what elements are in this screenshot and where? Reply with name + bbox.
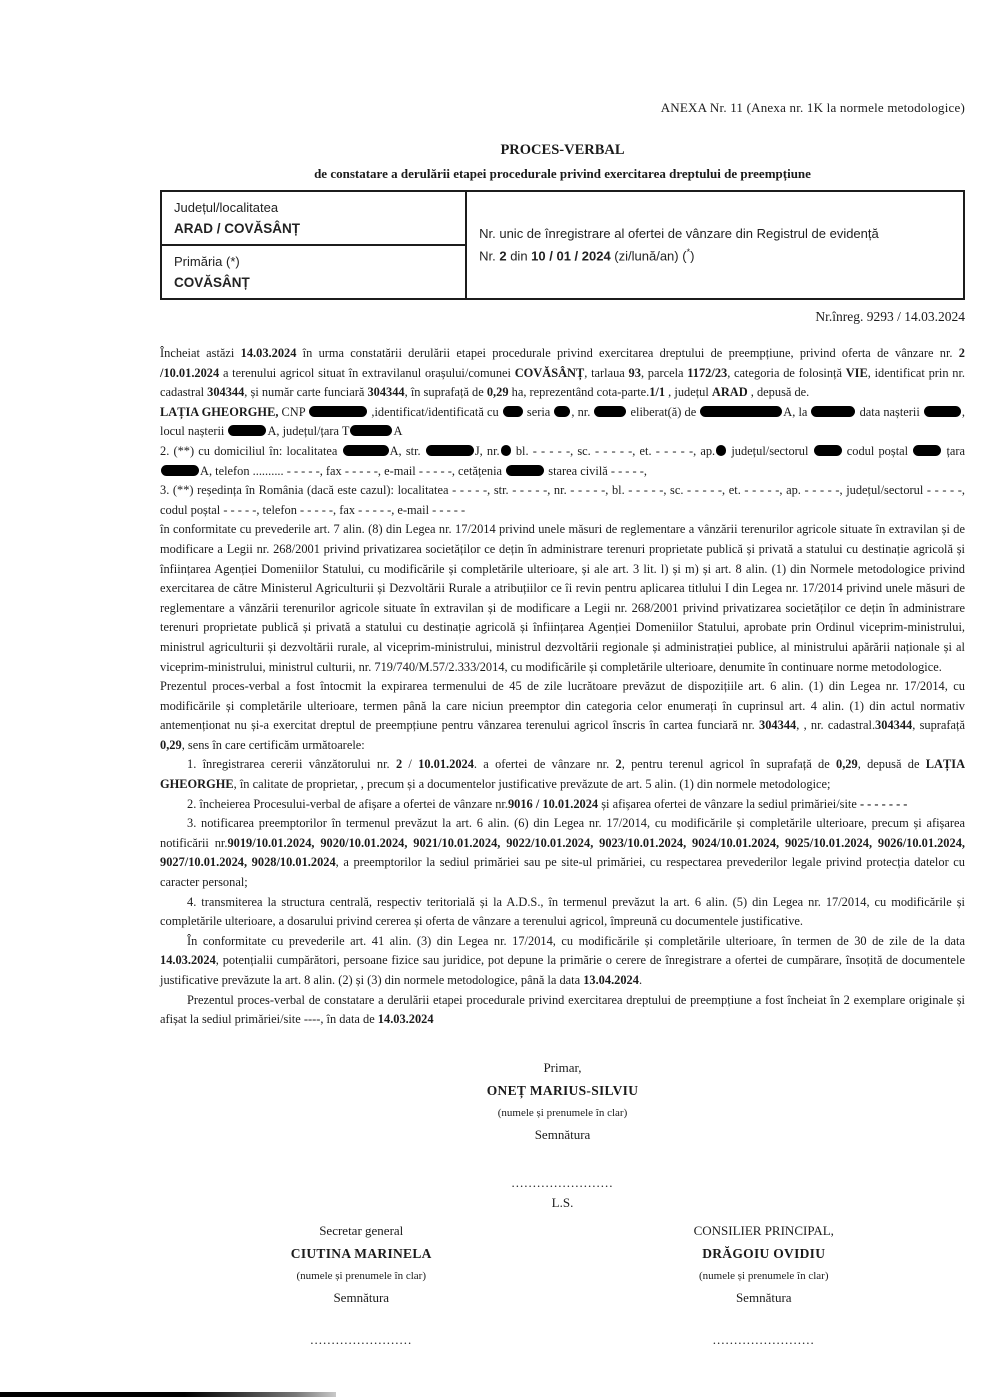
redaction-box [161, 465, 199, 476]
consilier-dots-line: ........................ [712, 1331, 815, 1347]
paragraph-item-3: 3. notificarea preemptorilor în termenul prevăzut la art. 6 alin. (6) din Legea nr. 17/2014, cu modificările și completările ulterioare, precum și afișarea notificării nr.9019/10.01.2024, 9020/10.01.2024, 9021/10.01.2024, 9022/10.01.2024, 9023/10.01.2024, 9024/10.01.2024, 9025/10.01.2024, 9026/10.01.2024, 9027/10.01.2024, 9028/10.01.2024, a preemptorilor la sediul primăriei sau pe site-ul primăriei, cu respectarea prevederilor legale privind protecția datelor cu caracter personal; [160, 816, 965, 890]
redaction-box [309, 406, 367, 417]
paragraph-prezentul-intocmit: Prezentul proces-verbal a fost întocmit la expirarea termenului de 45 de zile lucrătoare prevăzut de dispozițiile art. 6 alin. (1) din Legea nr. 17/2014, cu modificările și completările ulterioare, termen până la care niciun preemptor din categoria celor enumerați în cuprinsul art. 4 alin. (1) din actul normativ antemenționat nu și-a exercitat dreptul de preempțiune pentru vânzarea terenului agricol înscris în cartea funciară nr. 304344, , nr. cadastral.304344, suprafață 0,29, sens în care certificăm următoarele: [160, 679, 965, 752]
signature-primar [160, 1060, 965, 1211]
anexa-note: ANEXA Nr. 11 (Anexa nr. 1K la normele metodologice) [660, 100, 965, 115]
primaria-value: COVĂSÂNȚ [174, 275, 250, 290]
redaction-box [700, 406, 782, 417]
redaction-box [594, 406, 626, 417]
page-title: PROCES-VERBAL [500, 142, 625, 158]
paragraph-incheiat: Încheiat astăzi 14.03.2024 în urma constatării derulării etapei procedurale privind exercitarea dreptului de preempțiune, privind oferta de vânzare nr. 2 /10.01.2024 a terenului agricol situat în extravilanul orașului/comunei COVĂSÂNȚ, tarlaua 93, parcela 1172/23, categoria de folosință VIE, identificat prin nr. cadastral 304344, și număr carte funciară 304344, în suprafață de 0,29 ha, reprezentând cota-parte.1/1 , județul ARAD , depusă de. [160, 346, 965, 400]
signature-consilier [563, 1223, 966, 1348]
secretar-role: Secretar general [319, 1222, 404, 1238]
paragraph-conformitate-art7: în conformitate cu prevederile art. 7 alin. (8) din Legea nr. 17/2014 privind unele măsuri de reglementare a vânzării terenurilor agricole situate în extravilan și de modificare a Legii nr. 268/2001 privind privatizarea societăților ce dețin în administrare terenuri proprietate publică și privată a statului cu destinație agricolă și înființarea Agenției Domeniilor Statului, cu modificările și completările ulterioare, și ale art. 3 lit. l) și m) și art. 8 alin. (1) din Normele metodologice privind exercitarea de către Ministerul Agriculturii și Dezvoltării Rurale a atribuțiilor ce îi revin pentru aplicarea titlului I din Legea nr. 17/2014 privind unele măsuri de reglementare a vânzării terenurilor agricole situate în extravilan și de modificare a Legii nr. 268/2001 privind privatizarea societăților ce dețin în administrare terenuri proprietate publică și privată a statului cu destinație agricolă și înființarea Agenției Domeniilor Statului, aprobate prin Ordinul viceprim-ministrului, ministrul agriculturii și dezvoltării rurale, al viceprim-ministrului, ministrul dezvoltării regionale și administrației publice, al ministrului apărării naționale și al viceprim-ministrului, ministrul culturii, nr. 719/740/M.57/2.333/2014, cu modificările și completările ulterioare, denumite în continuare norme metodologice. [160, 522, 965, 674]
primar-signature-label: Semnătura [534, 1126, 591, 1142]
cell-county [161, 191, 466, 245]
paragraph-incheiere: Prezentul proces-verbal de constatare a derulării etapei procedurale privind exercitarea dreptului de preempțiune a fost încheiat în 2 exemplare originale și afișat la sediul primăriei/site ----, în data de 14.03.2024 [160, 992, 965, 1027]
registry-line-2: Nr. 2 din 10 / 01 / 2024 (zi/lună/an) (*) [479, 247, 695, 264]
redaction-box [506, 465, 544, 476]
consilier-signature-label: Semnătura [735, 1289, 792, 1305]
paragraph-item-4: 4. transmiterea la structura centrală, respectiv teritorială și la A.D.S., în termenul prevăzut la art. 6 alin. (5) din Legea nr. 17/2014, cu modificările și completările ulterioare, a dosarului privind cererea și oferta de vânzare a terenului agricol, împreună cu documentele justificative. [160, 894, 965, 929]
paragraph-conformitate-art41: În conformitate cu prevederile art. 41 alin. (3) din Legea nr. 17/2014, cu modificările și completările ulterioare, în termen de 30 de zile de la data 14.03.2024, potențialii cumpărători, persoane fizice sau juridice, pot depune la primărie o cerere de înregistrare a ofertei de cumpărare, însoțită de documentele justificative prevăzute la art. 8 alin. (2) și (3) din normele metodologice, până la data 13.04.2024. [160, 933, 965, 987]
secretar-dots-line: ........................ [310, 1331, 413, 1347]
redaction-box [501, 445, 511, 456]
redaction-box [228, 425, 266, 436]
paragraph-item-1: 1. înregistrarea cererii vânzătorului nr. 2 / 10.01.2024. a ofertei de vânzare nr. 2, pentru terenul agricol în suprafață de 0,29, depusă de LAȚIA GHEORGHE, în calitate de proprietar, , precum și a documentelor justificative prevăzute de art. 5 alin. (1) din normele metodologice; [160, 757, 966, 792]
county-value: ARAD / COVĂSÂNȚ [174, 221, 301, 236]
cell-primaria [161, 245, 466, 299]
paragraph-domiciliu: 2. (**) cu domiciliul în: localitatea A, str. J, nr. bl. - - - - -, sc. - - - - -, et. - - - - -, ap. județul/sectorul codul poștal țara A, telefon .......... - - - - -, fax - - - - -, e-mail - - - - -, cetățenia starea civilă - - - - -, [160, 443, 966, 478]
redaction-box [811, 406, 855, 417]
primar-dots-line: ........................ [511, 1174, 614, 1190]
document-body [160, 344, 965, 1030]
consilier-note: (numele și prenumele în clar) [698, 1269, 829, 1282]
primar-note: (numele și prenumele în clar) [497, 1106, 628, 1119]
registration-number: Nr.înreg. 9293 / 14.03.2024 [815, 309, 965, 324]
paragraph-item-2: 2. încheierea Procesului-verbal de afișare a ofertei de vânzare nr.9016 / 10.01.2024 și afișarea ofertei de vânzare la sediul primăriei/site - - - - - - - [187, 796, 908, 811]
signature-secretar [160, 1223, 563, 1348]
secretar-name: CIUTINA MARINELA [290, 1245, 432, 1261]
cell-registry [466, 191, 964, 299]
ls-label: L.S. [551, 1194, 574, 1210]
secretar-note: (numele și prenumele în clar) [296, 1269, 426, 1282]
scan-artifact-bar [0, 1392, 336, 1397]
consilier-role: CONSILIER PRINCIPAL, [693, 1222, 834, 1238]
redaction-box [814, 445, 842, 456]
primar-name: ONEȚ MARIUS-SILVIU [486, 1082, 639, 1098]
redaction-box [913, 445, 941, 456]
secretar-signature-label: Semnătura [333, 1289, 390, 1305]
signature-row [160, 1223, 965, 1348]
redaction-box [924, 406, 961, 417]
redaction-box [426, 445, 474, 456]
paragraph-vanzator: LAȚIA GHEORGHE, CNP ,identificat/identificată cu seria , nr. eliberat(ă) de A, la data nașterii , locul nașterii A, județul/țara T A [160, 404, 965, 439]
redaction-box [554, 406, 570, 417]
registry-line-1: Nr. unic de înregistrare al ofertei de vânzare din Registrul de evidență [479, 226, 879, 242]
registry-table [160, 190, 965, 300]
redaction-box [343, 445, 389, 456]
redaction-box [350, 425, 392, 436]
redaction-box [716, 445, 726, 456]
paragraph-resedinta: 3. (**) reședința în România (dacă este cazul): localitatea - - - - -, str. - - - - -, nr. - - - - -, bl. - - - - -, sc. - - - - -, et. - - - - -, ap. - - - - -, județul/sectorul - - - - -, codul poștal - - - - -, telefon - - - - -, fax - - - - -, e-mail - - - - - [160, 483, 965, 517]
primar-role: Primar, [543, 1059, 582, 1075]
redaction-box [503, 406, 523, 417]
page-subtitle: de constatare a derulării etapei procedurale privind exercitarea dreptului de preempțiune [314, 166, 811, 181]
consilier-name: DRĂGOIU OVIDIU [702, 1245, 826, 1261]
primaria-label: Primăria (*) [174, 254, 240, 269]
county-label: Județul/localitatea [174, 200, 279, 215]
